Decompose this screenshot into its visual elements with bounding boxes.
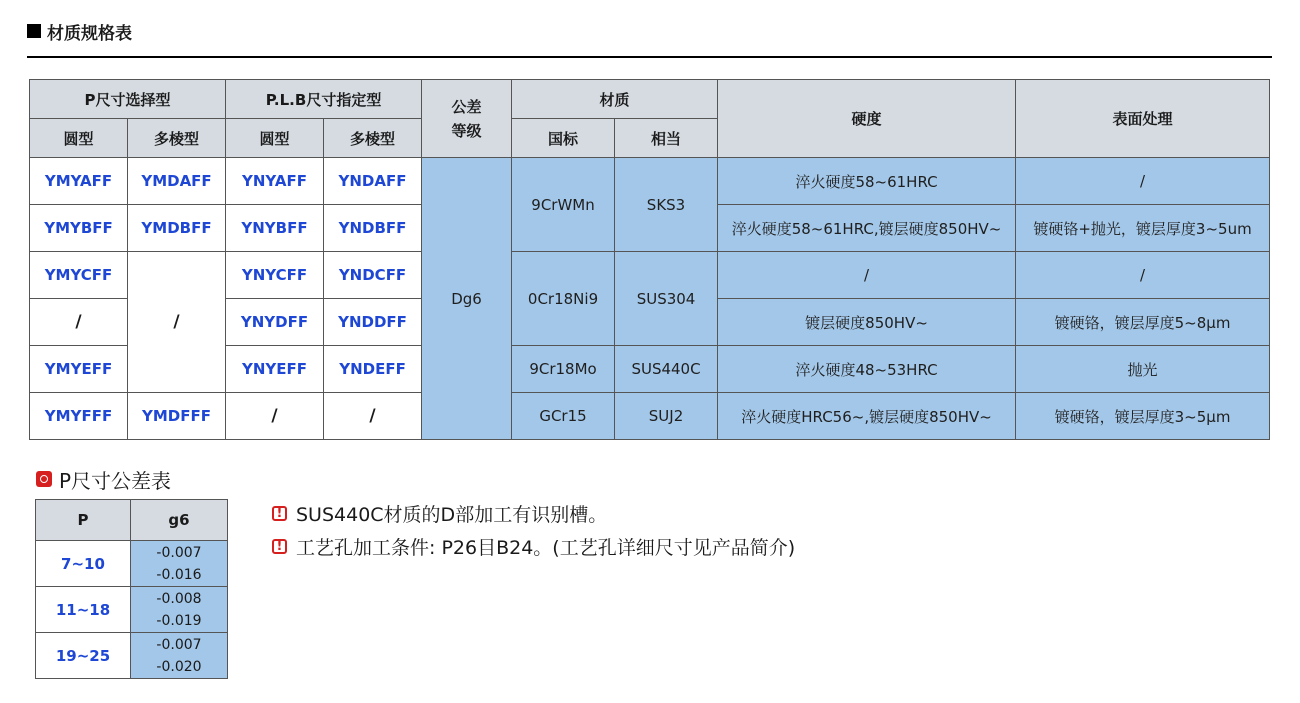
table-row: [36, 587, 228, 633]
table-row: [30, 158, 1270, 205]
p-tolerance-table: [35, 499, 228, 679]
header-equiv: 相当: [615, 119, 718, 158]
g6-cell: [131, 633, 228, 679]
code-cell: YMDAFF: [128, 158, 226, 205]
code-cell: YNYBFF: [226, 205, 324, 252]
hardness-cell: 淬火硬度58~61HRC: [718, 158, 1016, 205]
header-round: 圆型: [30, 119, 128, 158]
material-spec-table: [29, 79, 1270, 440]
exclamation-icon: !: [272, 506, 287, 521]
code-cell: YNDCFF: [324, 252, 422, 299]
header-round: 圆型: [226, 119, 324, 158]
g6-upper: -0.007: [156, 544, 202, 561]
note-item: [272, 530, 795, 563]
header-g6: g6: [131, 500, 228, 541]
code-cell: YMYAFF: [30, 158, 128, 205]
header-multi: 多棱型: [324, 119, 422, 158]
notes-list: [272, 497, 795, 563]
note-item: [272, 497, 795, 530]
table-row: [30, 393, 1270, 440]
code-cell: YNYEFF: [226, 346, 324, 393]
code-cell: YMYBFF: [30, 205, 128, 252]
hardness-cell: /: [718, 252, 1016, 299]
header-hardness: 硬度: [718, 80, 1016, 158]
code-cell: /: [30, 299, 128, 346]
p-tolerance-title: [36, 466, 171, 492]
square-bullet-icon: [27, 24, 41, 38]
header-material: 材质: [512, 80, 718, 119]
p-range-cell: 19~25: [36, 633, 131, 679]
code-cell: YMDBFF: [128, 205, 226, 252]
header-multi: 多棱型: [128, 119, 226, 158]
code-cell: YMYEFF: [30, 346, 128, 393]
tolerance-cell: Dg6: [422, 158, 512, 440]
table-row: [36, 541, 228, 587]
note-text: SUS440C材质的D部加工有识别槽。: [296, 504, 608, 526]
code-cell: YMYFFF: [30, 393, 128, 440]
code-cell: /: [128, 252, 226, 393]
material-intl-cell: 9Cr18Mo: [512, 346, 615, 393]
table-row: [30, 252, 1270, 299]
g6-cell: [131, 541, 228, 587]
header-p-type: P尺寸选择型: [30, 80, 226, 119]
material-equiv-cell: SUJ2: [615, 393, 718, 440]
code-cell: YNDEFF: [324, 346, 422, 393]
code-cell: /: [226, 393, 324, 440]
table-row: [36, 633, 228, 679]
p-tolerance-title-text: P尺寸公差表: [59, 468, 172, 493]
material-intl-cell: 0Cr18Ni9: [512, 252, 615, 346]
surface-cell: 镀硬铬+抛光，镀层厚度3~5um: [1016, 205, 1270, 252]
header-p: P: [36, 500, 131, 541]
code-cell: YNYDFF: [226, 299, 324, 346]
header-surface: 表面处理: [1016, 80, 1270, 158]
surface-cell: 抛光: [1016, 346, 1270, 393]
code-cell: YMYCFF: [30, 252, 128, 299]
exclamation-icon: !: [272, 539, 287, 554]
section-title: [27, 18, 132, 44]
hardness-cell: 淬火硬度48~53HRC: [718, 346, 1016, 393]
code-cell: YNDDFF: [324, 299, 422, 346]
p-range-cell: 11~18: [36, 587, 131, 633]
g6-lower: -0.020: [156, 658, 202, 675]
material-intl-cell: GCr15: [512, 393, 615, 440]
code-cell: YMDFFF: [128, 393, 226, 440]
surface-cell: 镀硬铬，镀层厚度5~8μm: [1016, 299, 1270, 346]
hardness-cell: 淬火硬度58~61HRC,镀层硬度850HV~: [718, 205, 1016, 252]
material-equiv-cell: SUS304: [615, 252, 718, 346]
p-range-cell: 7~10: [36, 541, 131, 587]
code-cell: YNYAFF: [226, 158, 324, 205]
circle-bullet-icon: [36, 471, 52, 487]
code-cell: YNDBFF: [324, 205, 422, 252]
g6-cell: [131, 587, 228, 633]
material-equiv-cell: SUS440C: [615, 346, 718, 393]
section-title-text: 材质规格表: [47, 23, 132, 44]
g6-upper: -0.007: [156, 636, 202, 653]
g6-lower: -0.019: [156, 612, 202, 629]
code-cell: /: [324, 393, 422, 440]
header-intl: 国标: [512, 119, 615, 158]
section-divider: [27, 56, 1272, 58]
surface-cell: 镀硬铬，镀层厚度3~5μm: [1016, 393, 1270, 440]
code-cell: YNYCFF: [226, 252, 324, 299]
g6-upper: -0.008: [156, 590, 202, 607]
hardness-cell: 淬火硬度HRC56~,镀层硬度850HV~: [718, 393, 1016, 440]
surface-cell: /: [1016, 158, 1270, 205]
material-equiv-cell: SKS3: [615, 158, 718, 252]
header-tolerance: 公差 等级: [422, 80, 512, 158]
material-intl-cell: 9CrWMn: [512, 158, 615, 252]
hardness-cell: 镀层硬度850HV~: [718, 299, 1016, 346]
g6-lower: -0.016: [156, 566, 202, 583]
note-text: 工艺孔加工条件: P26目B24。(工艺孔详细尺寸见产品简介): [296, 537, 796, 559]
code-cell: YNDAFF: [324, 158, 422, 205]
surface-cell: /: [1016, 252, 1270, 299]
header-plb-type: P.L.B尺寸指定型: [226, 80, 422, 119]
